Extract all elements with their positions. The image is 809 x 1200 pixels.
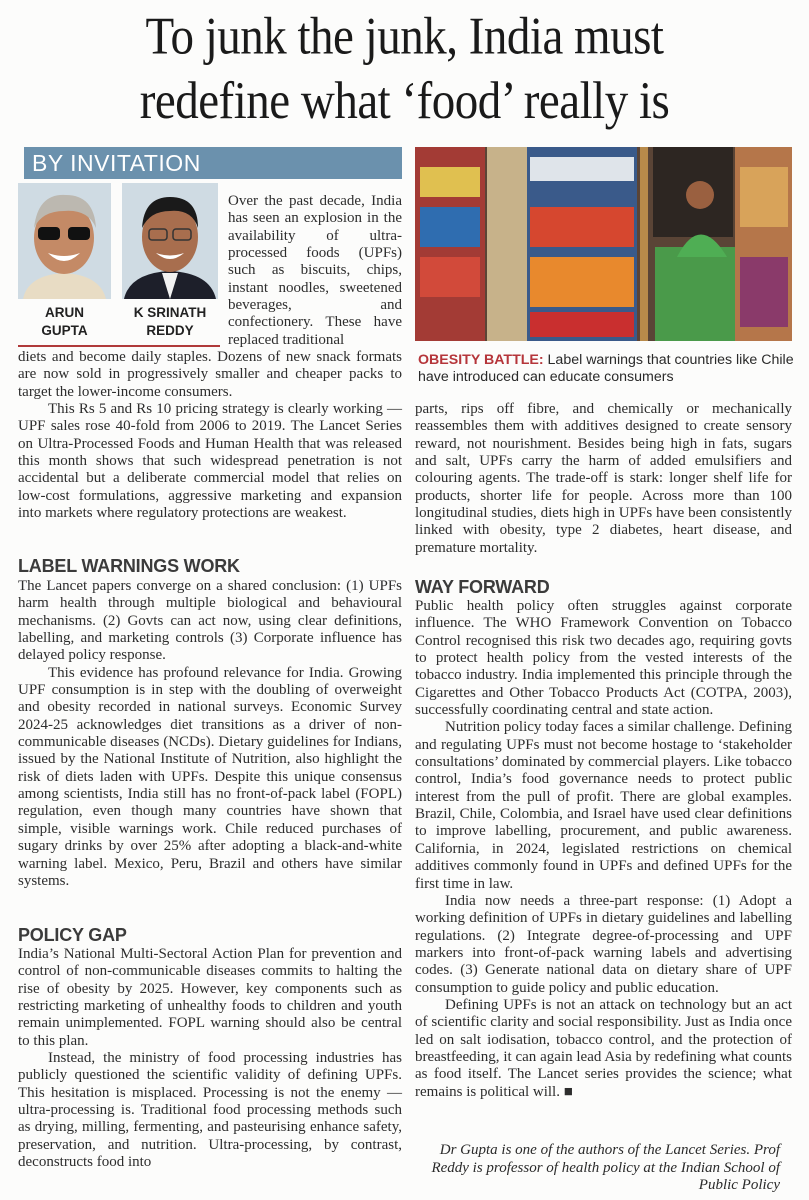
headline-line-1: To junk the junk, India must	[145, 7, 664, 66]
photo-caption	[418, 352, 798, 386]
author-photo-arun-gupta	[18, 183, 111, 299]
author-name-line: K SRINATH	[133, 305, 207, 320]
shop-photo	[415, 147, 792, 341]
paragraph: parts, rips off fibre, and chemically or mechanically reassembles them with additives designed to create sensory reward, not nourishment. Besides being high in fats, sugars and salt, UPFs carry the harm of added emulsifiers and colouring agents. The trade-off is stark: longer shelf life for products, shorter life for people. Across more than 100 longitudinal studies, diets high in UPFs have been consistently linked with obesity, type 2 diabetes, heart disease, and premature mortality.	[415, 401, 792, 556]
intro-text	[18, 349, 402, 522]
headline-line-2: redefine what ‘food’ really is	[139, 72, 670, 131]
paragraph: This Rs 5 and Rs 10 pricing strategy is clearly working — UPF sales rose 40-fold from 2006 to 2019. The Lancet Series on Ultra-Processed Foods and Human Health that was released this month shows that such widespread penetration is not accidental but a deliberate commercial model that relies on low-cost formulations, aggressive marketing and expansion into markets where regulatory protections are weakest.	[18, 401, 402, 522]
headline	[0, 4, 809, 134]
paragraph: The Lancet papers converge on a shared conclusion: (1) UPFs harm health through multiple biological and behavioural mechanisms. (2) Govts can act now, using clear definitions, labelling, and marketing controls (3) Corporate influence has delayed policy response.	[18, 578, 402, 664]
author-name-line: REDDY	[146, 323, 194, 338]
heading-way-forward: WAY FORWARD	[415, 577, 550, 597]
author-name-line: ARUN	[45, 305, 84, 320]
paragraph: Public health policy often struggles against corporate influence. The WHO Framework Convention on Tobacco Control recognised this risk two decades ago, requiring govts to protect health policy from the vested interests of the tobacco industry. India implemented this principle through the Cigarettes and Other Tobacco Products Act (COTPA, 2003), successfully coordinating central and state action.	[415, 598, 792, 719]
label-warnings-text	[18, 578, 402, 890]
section-tag: BY INVITATION	[24, 147, 402, 179]
heading-label-warnings: LABEL WARNINGS WORK	[18, 556, 240, 576]
paragraph: This evidence has profound relevance for India. Growing UPF consumption is in step with the doubling of overweight and obesity recorded in national surveys. Economic Survey 2024-25 acknowledges diet transitions as a driver of non-communicable diseases (NCDs). Dietary guidelines for Indians, issued by the National Institute of Nutrition, also highlight the risk of diets laden with UPFs. Despite this unique consensus among scientists, India still has no front-of-pack label (FOPL) regulation, even though many countries have shown that simple, visible warnings work. Chile reduced purchases of sugary drinks by over 25% after adopting a black-and-white warning label. Mexico, Peru, Brazil and others have similar systems.	[18, 664, 402, 889]
paragraph: Defining UPFs is not an attack on technology but an act of scientific clarity and social responsibility. Just as India once led on salt iodisation, tobacco control, and the protection of breastfeeding, it can again lead Asia by redefining what counts as food itself. The Lancet series provides the science; what remains is political will. ■	[415, 996, 792, 1100]
paragraph: diets and become daily staples. Dozens of new snack formats are now sold in progressively smaller and cheaper packs to target the lower-income consumers.	[18, 349, 402, 400]
intro-side-text	[228, 193, 402, 349]
divider	[18, 345, 220, 347]
caption-text: Label warnings that countries like Chile have introduced can educate consumers	[418, 352, 794, 385]
paragraph: India’s National Multi-Sectoral Action Plan for prevention and control of non-communicable diseases commits to halting the rise of obesity by 2025. However, key components such as restricting marketing of unhealthy foods to children and youth remain unimplemented. FOPL warning should also be central to this plan.	[18, 946, 402, 1049]
paragraph: Instead, the ministry of food processing industries has publicly questioned the scientific validity of defining UPFs. This hesitation is misplaced. Processing is not the enemy — ultra-processing is. Traditional food processing methods such as drying, milling, fermenting, and pasteurising enhance safety, preservation, and nutrition. Ultra-processing, by contrast, deconstructs food into	[18, 1050, 402, 1171]
policy-gap-continued-text	[415, 401, 792, 557]
way-forward-text	[415, 598, 792, 1101]
paragraph: Nutrition policy today faces a similar challenge. Defining and regulating UPFs must not become hostage to ‘stakeholder consultations’ dominated by commercial players. Like tobacco control, India’s food governance needs to protect public interest from the pull of profit. There are global examples. Brazil, Chile, Colombia, and Israel have used clear definitions to improve labelling, procurement, and public awareness. California, in 2024, legislated restrictions on chemical additives commonly found in UPFs and defined UPFs for the first time in law.	[415, 719, 792, 892]
paragraph: Over the past decade, India has seen an explosion in the availability of ultra-processed foods (UPFs) such as biscuits, chips, instant noodles, sweetened beverages, and confectionery. These have replaced traditional	[228, 193, 402, 348]
policy-gap-text	[18, 946, 402, 1171]
author-photo-k-srinath-reddy	[122, 183, 218, 299]
caption-label: OBESITY BATTLE:	[418, 352, 544, 368]
author-credit: Dr Gupta is one of the authors of the Lancet Series. Prof Reddy is professor of health policy at the Indian School of Public Policy	[431, 1142, 780, 1193]
author-name-1	[18, 304, 111, 340]
heading-policy-gap: POLICY GAP	[18, 925, 127, 945]
paragraph: India now needs a three-part response: (1) Adopt a working definition of UPFs in dietary guidelines and labelling regulations. (2) Integrate degree-of-processing and UPF markers into front-of-pack warning labels and advertising codes. (3) Generate national data on dietary share of UPF consumption to guide policy and public education.	[415, 892, 792, 996]
author-name-line: GUPTA	[41, 323, 88, 338]
author-name-2	[118, 304, 222, 340]
